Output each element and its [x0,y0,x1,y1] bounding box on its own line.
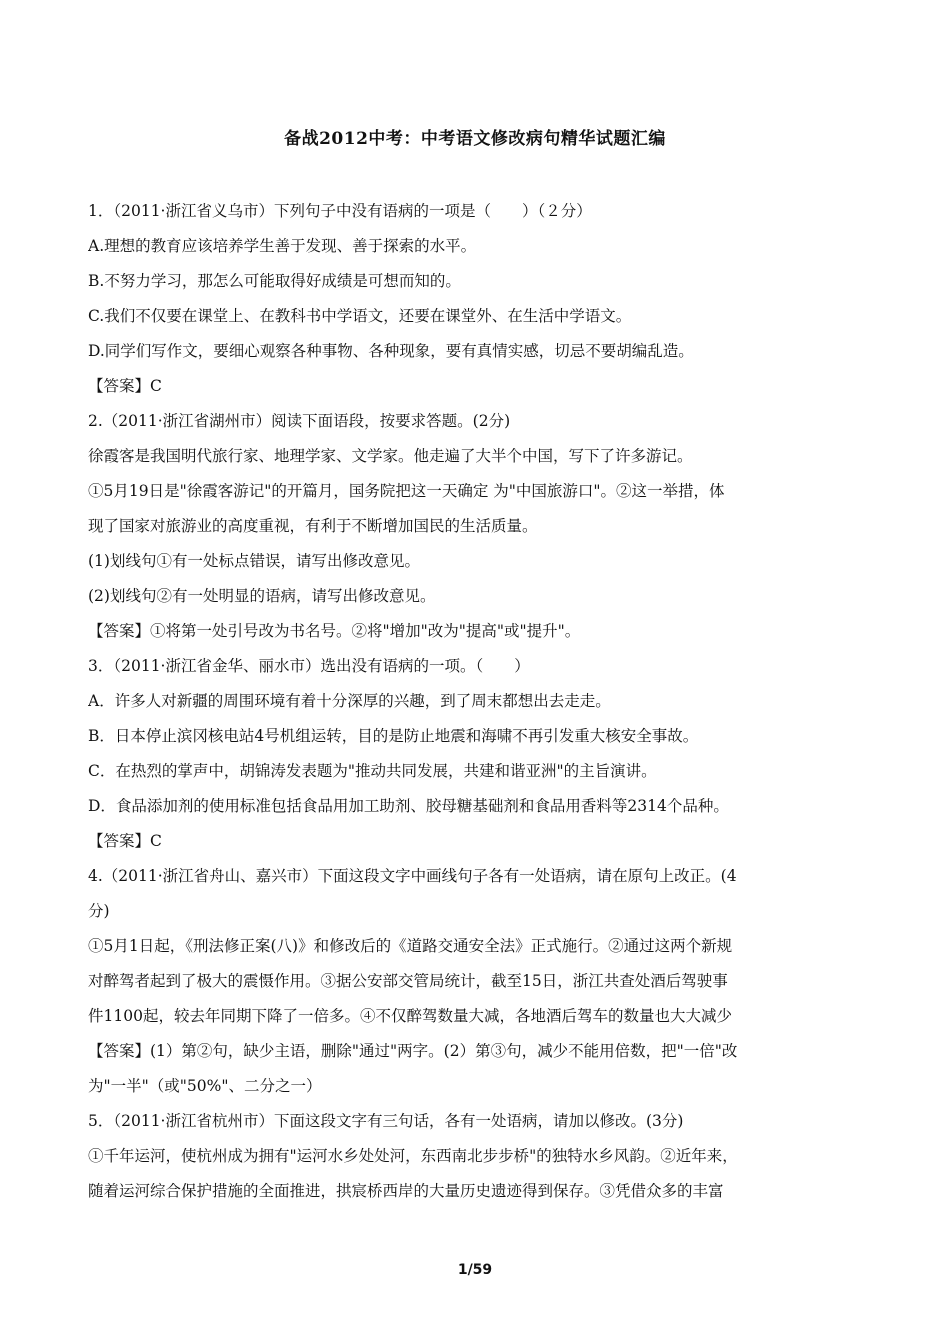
text-line: 对醉驾者起到了极大的震慑作用。③据公安部交管局统计，截至15日，浙江共查处酒后驾驶事 [88,972,728,990]
text-line: 分) [88,902,110,920]
page-number: 1/59 [457,1262,493,1278]
text-line: 2.（2011·浙江省湖州市）阅读下面语段，按要求答题。(2分) [88,412,511,430]
answer-line: 【答案】C [88,377,162,395]
text-line: D．食品添加剂的使用标准包括食品用加工助剂、胶母糖基础剂和食品用香料等2314个品种。 [88,797,729,815]
text-line: 随着运河综合保护措施的全面推进，拱宸桥西岸的大量历史遗迹得到保存。③凭借众多的丰富 [88,1182,724,1200]
answer-line: 为"一半"（或"50%"、二分之一） [88,1077,322,1095]
text-line: B.不努力学习，那怎么可能取得好成绩是可想而知的。 [88,272,461,290]
text-line: A．许多人对新疆的周围环境有着十分深厚的兴趣，到了周末都想出去走走。 [88,692,611,710]
text-line: B．日本停止滨冈核电站4号机组运转，目的是防止地震和海啸不再引发重大核安全事故。 [88,727,699,745]
text-line: C．在热烈的掌声中，胡锦涛发表题为"推动共同发展，共建和谐亚洲"的主旨演讲。 [88,762,657,780]
text-line: ①5月19日是"徐霞客游记"的开篇月，国务院把这一天确定 为"中国旅游口"。②这一举措，体 [88,482,725,500]
answer-line: 【答案】(1）第②句，缺少主语，删除"通过"两字。(2）第③句，减少不能用倍数，把"一倍"改 [88,1042,738,1060]
text-line: 1．（2011·浙江省义乌市）下列句子中没有语病的一项是（ ）（２分） [88,202,592,220]
text-line: 现了国家对旅游业的高度重视，有利于不断增加国民的生活质量。 [88,517,538,535]
answer-line: 【答案】C [88,832,162,850]
text-line: (1)划线句①有一处标点错误，请写出修改意见。 [88,552,420,570]
text-line: (2)划线句②有一处明显的语病，请写出修改意见。 [88,587,436,605]
text-line: A.理想的教育应该培养学生善于发现、善于探索的水平。 [88,237,477,255]
text-line: 3．（2011·浙江省金华、丽水市）选出没有语病的一项。（ ） [88,657,530,675]
text-line: ①5月1日起，《刑法修正案(八)》和修改后的《道路交通安全法》正式施行。②通过这两个新规 [88,937,733,955]
text-line: 5．（2011·浙江省杭州市）下面这段文字有三句话，各有一处语病，请加以修改。(3分) [88,1112,684,1130]
text-line: D.同学们写作文，要细心观察各种事物、各种现象，要有真情实感，切忌不要胡编乱造。 [88,342,694,360]
text-line: C.我们不仅要在课堂上、在教科书中学语文，还要在课堂外、在生活中学语文。 [88,307,632,325]
answer-line: 【答案】①将第一处引号改为书名号。②将"增加"改为"提高"或"提升"。 [88,622,581,640]
text-line: ①千年运河，使杭州成为拥有"运河水乡处处河，东西南北步步桥"的独特水乡风韵。②近年来， [88,1147,738,1165]
text-line: 徐霞客是我国明代旅行家、地理学家、文学家。他走遍了大半个中国，写下了许多游记。 [88,447,693,465]
document-body [88,194,868,1209]
text-line: 4.（2011·浙江省舟山、嘉兴市）下面这段文字中画线句子各有一处语病，请在原句上改正。(4 [88,867,737,885]
document-title: 备战2012中考：中考语文修改病句精华试题汇编 [284,129,666,149]
text-line: 件1100起，较去年同期下降了一倍多。④不仅醉驾数量大减，各地酒后驾车的数量也大大减少 [88,1007,732,1025]
